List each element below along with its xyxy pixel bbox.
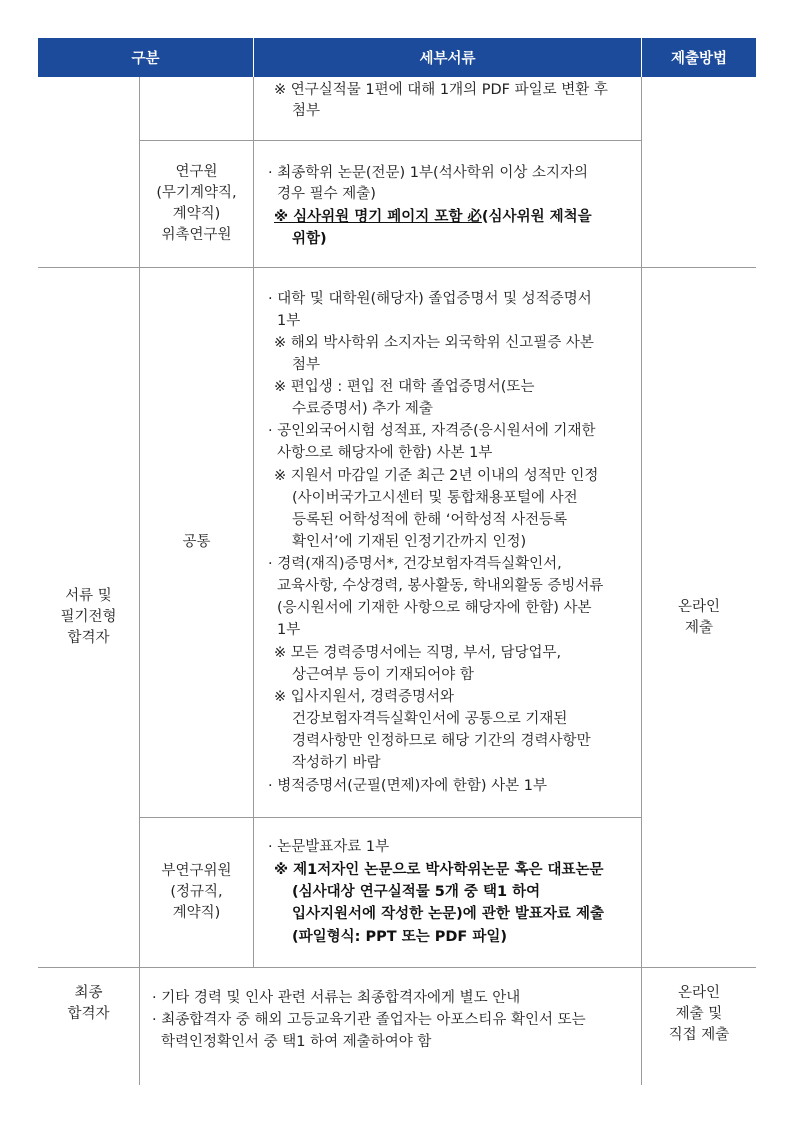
detail-line: · 공인외국어시험 성적표, 자격증(응시원서에 기재한 <box>268 423 596 439</box>
category-line: 합격자 <box>67 630 110 646</box>
method-line: 직접 제출 <box>668 1026 730 1043</box>
detail-line: ※ 모든 경력증명서에는 직명, 부서, 담당업무, <box>274 645 562 661</box>
header-divider-1 <box>253 38 254 77</box>
detail-line: ※ 편입생 : 편입 전 대학 졸업증명서(또는 <box>274 379 535 395</box>
detail-line-bold: 입사지원서에 작성한 논문)에 관한 발표자료 제출 <box>292 906 605 922</box>
detail-line: (응시원서에 기재한 사항으로 해당자에 한함) 사본 <box>277 600 592 616</box>
detail-line: 첨부 <box>292 103 321 119</box>
detail-line: · 논문발표자료 1부 <box>268 839 390 855</box>
detail-line: 1부 <box>277 313 301 329</box>
category-line: 서류 및 <box>65 588 112 604</box>
category-line: 합격자 <box>67 1006 110 1022</box>
detail-line-bold: 위함) <box>292 231 327 247</box>
label-common <box>140 268 253 817</box>
header-documents: 세부서류 <box>419 51 476 67</box>
detail-line: 건강보험자격득실확인서에 공통으로 기재된 <box>292 711 568 727</box>
label-line: (정규직, <box>170 884 223 900</box>
detail-line: 경력사항만 인정하므로 해당 기간의 경력사항만 <box>292 733 591 749</box>
detail-line: 경우 필수 제출) <box>277 186 376 202</box>
detail-line: · 기타 경력 및 인사 관련 서류는 최종합격자에게 별도 안내 <box>152 990 521 1006</box>
detail-line: · 최종합격자 중 해외 고등교육기관 졸업자는 아포스티유 확인서 또는 <box>152 1012 586 1028</box>
header-method: 제출방법 <box>670 51 728 67</box>
category-line: 최종 <box>74 985 103 1001</box>
method-line: 제출 <box>684 619 713 636</box>
detail-line: 확인서’에 기재된 인정기간까지 인정) <box>292 534 527 550</box>
detail-line: 첨부 <box>292 357 321 373</box>
label-line: (무기계약직, <box>156 185 237 201</box>
detail-line: ※ 지원서 마감일 기준 최근 2년 이내의 성적만 인정 <box>274 468 599 484</box>
detail-line: · 최종학위 논문(전문) 1부(석사학위 이상 소지자의 <box>268 165 588 181</box>
label-associate-fellow <box>140 818 253 967</box>
detail-line-bold: (심사대상 연구실적물 5개 중 택1 하여 <box>292 884 541 900</box>
method-online-direct <box>642 968 756 1060</box>
detail-line: 수료증명서) 추가 제출 <box>292 401 433 417</box>
detail-line: 교육사항, 수상경력, 봉사활동, 학내외활동 증빙서류 <box>277 578 604 594</box>
category-written-passer <box>38 268 139 967</box>
detail-line: 사항으로 해당자에 한함) 사본 1부 <box>277 445 493 461</box>
grid-vline-last-row-left <box>139 967 140 1085</box>
method-line: 제출 및 <box>675 1005 723 1022</box>
detail-line-bold: ※ 제1저자인 논문으로 박사학위논문 혹은 대표논문 <box>274 862 604 878</box>
label-researcher <box>140 141 253 267</box>
reviewer-page-note: ※ 심사위원 명기 페이지 포함 必 <box>274 209 482 225</box>
detail-line: 1부 <box>277 622 301 638</box>
detail-line: 상근여부 등이 기재되어야 함 <box>292 667 474 683</box>
label-line: 연구원 <box>175 164 218 180</box>
method-line: 온라인 <box>677 984 721 1001</box>
detail-line-bold <box>274 207 592 227</box>
method-line: 온라인 <box>677 598 721 615</box>
header-divider-2 <box>641 38 642 77</box>
category-line: 필기전형 <box>60 609 117 625</box>
detail-line-bold: (파일형식: PPT 또는 PDF 파일) <box>292 929 508 945</box>
header-category: 구분 <box>131 51 160 67</box>
label-line: 위촉연구원 <box>161 227 232 243</box>
detail-line: (사이버국가고시센터 및 통합채용포털에 사전 <box>292 490 578 506</box>
detail-line: 학력인정확인서 중 택1 하여 제출하여야 함 <box>161 1034 432 1050</box>
label-line: 부연구위원 <box>161 863 232 879</box>
detail-line: ※ 입사지원서, 경력증명서와 <box>274 689 455 705</box>
reviewer-note-suffix: (심사위원 제척을 <box>481 209 592 225</box>
grid-vline-detail-left <box>253 77 254 967</box>
detail-line: ※ 해외 박사학위 소지자는 외국학위 신고필증 사본 <box>274 335 594 351</box>
detail-line: · 병적증명서(군필(면제)자에 한함) 사본 1부 <box>268 778 548 794</box>
detail-line: · 대학 및 대학원(해당자) 졸업증명서 및 성적증명서 <box>268 291 592 307</box>
detail-line: ※ 연구실적물 1편에 대해 1개의 PDF 파일로 변환 후 <box>274 82 608 98</box>
detail-line: 작성하기 바람 <box>292 755 381 771</box>
label-line: 계약직) <box>172 206 221 222</box>
method-online <box>642 268 756 967</box>
label-line: 공통 <box>182 534 211 550</box>
label-line: 계약직) <box>172 905 221 921</box>
detail-line: · 경력(재직)증명서*, 건강보험자격득실확인서, <box>268 556 562 572</box>
category-final-passer <box>38 968 139 1040</box>
detail-line: 등록된 어학성적에 한해 ‘어학성적 사전등록 <box>292 512 568 528</box>
